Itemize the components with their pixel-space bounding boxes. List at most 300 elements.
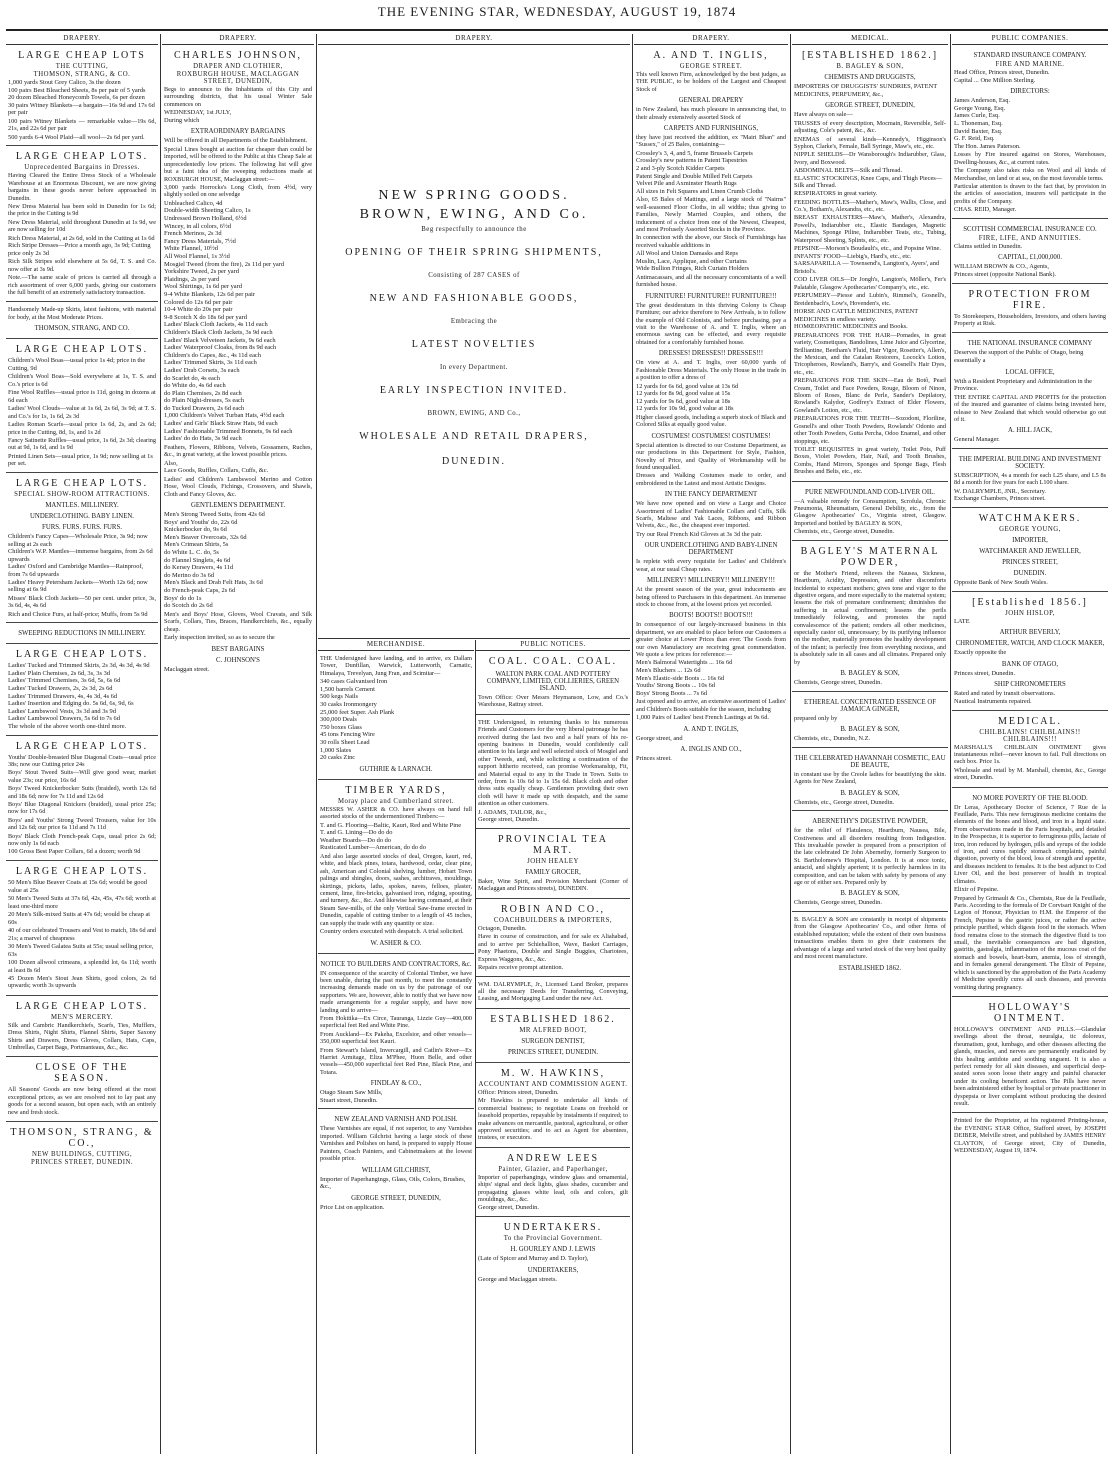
ad-line: C. JOHNSON'S [216, 656, 260, 664]
ad-line: LOCAL OFFICE, [1005, 368, 1055, 376]
ad-line: Printed for the Proprietor, at his registered Printing-house, the EVENING STAR Office, Stafford street, by JOSEPH DEIBER, Melville street, and published by JAMES HENRY CLAYTON, of George street, City of Dunedin, WEDNESDAY, August 19, 1874. [954, 1117, 1106, 1154]
ad-line: A. INGLIS AND CO., [680, 746, 742, 754]
ad-line: HORSE AND CATTLE MEDICINES, PATENT MEDICINES in endless variety. [794, 308, 919, 323]
ad-line: Baker, Wine Spirit, and Provision Merchant (Corner of Maclaggan and Princes streets), DUNEDIN. [478, 877, 628, 893]
ad-line: A. HILL JACK, [1008, 427, 1052, 435]
ad-line: PREPARATIONS FOR THE SKIN—Eau de Botô, Pearl Cream, Toilet and Face Powders, Rouge, Bloom of Ninon, Bloom of Roses, Blanc de Perle, Sander's Depilatory, Rowland's Kalydor, Godfrey's Extract of Elder Flowers, Gowland's Lotion, etc., etc. [794, 377, 946, 414]
ad-line: BOOTS! BOOTS!! BOOTS!!! [669, 612, 753, 620]
ad-line: Importer of paperhangings, window glass and ornamental, ships' signal and deck lights, glass shades, cucumber and propagating glasses white lead, oils and colors, gilt mouldings, &c., &c. [478, 1173, 628, 1203]
ad-line: Double-width Sheeting Calico, 1s [164, 207, 251, 215]
ad-title: ABERNETHY'S DIGESTIVE POWDER, [812, 818, 928, 826]
ad-line: These Varnishes are equal, if not superior, to any Varnishes imported. William Gilchrist having a large stock of these Varnishes and Polishes on hand, is prepared to supply House Painters, Coach Painters, and Cabinetmakers at the lowest possible price. [320, 1125, 472, 1163]
ad-line: George street, Dunedin. [478, 816, 539, 824]
ad-line: BEST BARGAINS [211, 645, 265, 653]
advertisement [792, 692, 948, 748]
ad-line: WALTON PARK COAL AND POTTERY COMPANY, LIMITED, COLLIERIES, GREEN ISLAND. [486, 671, 620, 692]
ad-title: WATCHMAKERS. [978, 512, 1082, 524]
ad-line: Just opened and to arrive, an extensive assortment of Ladies' and Children's Boots suitable for the season, including [636, 698, 786, 713]
ad-subtitle: SPECIAL SHOW-ROOM ATTRACTIONS. [14, 491, 150, 499]
ad-line: IN THE FANCY DEPARTMENT [664, 491, 758, 499]
ad-line: Also, [164, 459, 178, 467]
ad-line: PERFUMERY—Piesse and Lubin's, Rimmel's, Gosnell's, Breidenbach's, Low's, Hovenden's, etc. [794, 292, 946, 307]
ad-line: Chemists, etc., George street, Dunedin. [794, 798, 895, 806]
ad-line: Patent Single and Double Milled Felt Carpets [636, 172, 753, 180]
ad-line: New Dress Material has been sold in Dunedin for 1s 6d; the price in the Cutting is 9d [8, 203, 156, 218]
ad-line: CHAS. REID, Manager. [954, 206, 1017, 214]
ad-line: Special Lines bought at auction far cheaper than could be imported, will be offered to the Public at this Cheap Sale at unprecedentedly low prices. The following list will give but a faint idea of the sweeping reductions made at ROXBURGH HOUSE, Maclaggan street:— [164, 146, 312, 183]
ad-line: Youths' Double-breasted Blue Diagonal Coats—usual price 38s; now our Cutting price 24s [8, 753, 156, 768]
advertisement [792, 541, 948, 692]
ad-line: H. GOURLEY AND J. LEWIS [510, 1245, 596, 1253]
ad-line: Ladies' Tucked Drawers, 2s, 2s 3d, 2s 6d [8, 685, 113, 692]
ad-title: COAL. COAL. COAL. [488, 656, 618, 667]
advertisement [792, 482, 948, 541]
ad-line: GENTLEMEN'S DEPARTMENT. [190, 502, 286, 510]
ad-line: Ladies' Waterproof Cloaks, from 8s 9d each [164, 344, 277, 352]
ad-line: 100 Gross Best Paper Collars, 6d a dozen; worth 9d [8, 848, 141, 856]
ad-line: Ladies' do do Hats, 3s 9d each [164, 435, 242, 443]
ad-line: 12 yards for 10s 9d, good value at 18s [636, 405, 734, 413]
ad-line: Men's Elastic-side Boots ... 16s 6d [636, 674, 725, 682]
ad-line: 10-4 White do 20s per pair [164, 306, 233, 314]
ad-line: During which [164, 116, 200, 124]
ad-line: Ladies' Lambswool Vests, 3s 3d and 3s 9d [8, 707, 116, 715]
ad-title: NEW SPRING GOODS. [378, 188, 570, 203]
ad-subtitle: FIRE AND MARINE. [995, 61, 1065, 68]
ad-line: W. ASHER & CO. [370, 939, 422, 947]
ad-line: Opposite Bank of New South Wales. [954, 578, 1048, 586]
advertisement [318, 780, 474, 954]
ad-line: do White do, 4s 6d each [164, 382, 226, 390]
ad-line: Ladies Roman Scarfs—usual price 1s 6d, 2s, and 2s 6d; price in the Cutting, 8d, 1s, and 1s 2d [8, 421, 156, 436]
ad-subtitle: MR ALFRED BOOT, [519, 1026, 587, 1034]
ad-line: 12 yards for 8s 9d, good value at 15s [636, 390, 731, 398]
ad-line: Exactly opposite the [954, 649, 1007, 657]
column-header: PUBLIC COMPANIES. [952, 34, 1108, 45]
ad-line: PREPARATIONS FOR THE TEETH—Sozodont, Floriline, Gosnell's and other Tooth Powders, Rowlands' Odonto and other Tooth Powders, Gutta Percha, Odoo Enamel, and other stoppings, etc. [794, 415, 946, 445]
ad-line: Children's W.P. Mantles—immense bargains, from 2s 6d upwards [8, 548, 153, 563]
ad-title: PROTECTION FROM FIRE. [968, 288, 1092, 311]
column-2 [162, 34, 314, 1454]
ad-line: HOMŒOPATHIC MEDICINES and Books. [794, 323, 908, 331]
ad-line: do Plain Night-dresses, 5s each [164, 397, 245, 405]
advertisement [476, 1148, 630, 1217]
ad-line: 9-8 Scotch X do 18s 6d per yard [164, 313, 247, 321]
ad-line: Men's Bluchers ... 12s 6d [636, 667, 701, 674]
column-6 [634, 34, 788, 1454]
advertisement [952, 449, 1108, 508]
ad-line: GENERAL DRAPERY [678, 97, 744, 105]
ad-firm: ROXBURGH HOUSE, MACLAGGAN STREET, DUNEDIN, [176, 71, 300, 85]
advertisement [476, 829, 630, 899]
ad-line: Children's Black Cloth Jackets, 3s 9d each [164, 328, 273, 336]
ad-subtitle: CHILBLAINS! CHILBLAINS!! CHILBLAINS!!! [979, 728, 1081, 743]
ad-line: THE Undersigned, in returning thanks to his numerous Friends and Customers for the very liberal patronage he has received during the last two and a half years of his re-opening business in Dunedin, would confidently call attention to his large and well selected stock of Mosgiel and other Tweeds, and, while soliciting a continuation of the support hitherto received, can promise Workmanship, Fit, and Material equal to any in the Trade in Town. Suits to order, from 1s 10s 6d to 1s 15s 6d. Black cloth and other dress suits equally cheap. Gentlemen providing their own cloth will have it made up with despatch, and the same attention as other customers. [478, 718, 628, 808]
advertisement [6, 1057, 158, 1122]
ad-line: Special attention is directed to our Costume Department, as our productions in this Department for Style, Fashion, Novelty of Price, and Quality of Workmanship will be found unequalled. [636, 441, 786, 471]
ad-line: WILLIAM BROWN & CO., Agents, [954, 263, 1049, 271]
ad-line: Dr Leras, Apothecary Doctor of Science, 7 Rue de la Feuillade, Paris. This new ferruginous medicine contains the elements of the bones and blood, and iron in a liquid state. From observations made in the Paris hospitals, and detailed in the Prospectus, it is superior to ferruginous pills, lactate of iron, iron reduced by hydrogen, pills and syrups of the iodide of iron, and cures rapidly stomach complaints, painful digestion, poverty of the blood, loss of strength and appetite, and diseases incident to females. It is the best adjunct to Cod Liver Oil, and the best preserver of health in tropical climates. [954, 803, 1106, 885]
ad-line: Ladies' Black Cloth Jackets, 4s 11d each [164, 321, 268, 329]
ad-line: The Company also takes risks on Wool and all kinds of Merchandise, on land or at sea, on the most favorable terms. [954, 167, 1106, 182]
ad-line: Repairs receive prompt attention. [478, 963, 564, 971]
ad-line: do White L. C. do, 5s [164, 549, 219, 557]
ad-line: Rich and Choice Furs, at half-price; Muffs, from 5s 9d [8, 610, 148, 618]
ad-line: Undressed Brown Holland, 6½d [164, 215, 247, 223]
ad-title: PURE NEWFOUNDLAND COD-LIVER OIL. [805, 488, 935, 496]
advertisement [952, 284, 1108, 334]
advertisement [476, 899, 630, 977]
advertisement [952, 333, 1108, 449]
ad-line: Dresses and Walking Costumes made to order, and embroidered in the Latest and most Artistic Designs. [636, 472, 786, 487]
ad-line: From Hokitika—Ex Circe, Tauranga, Lizzie Guy—400,000 superficial feet Red and White Pine. [320, 1015, 472, 1030]
advertisement [792, 912, 948, 977]
ad-line: Ladies' Trimmed Skirts, 3s 11d each [164, 359, 257, 367]
ad-line: CHRONOMETER, WATCH, AND CLOCK MAKER, [955, 640, 1105, 648]
ad-line: WATCHMAKER AND JEWELLER, [979, 547, 1081, 555]
ad-line: Deserves the support of the Public of Otago, being essentially a [954, 349, 1084, 364]
ad-line: Crossley's 3, 4, and 5, frame Brussels Carpets [636, 149, 753, 157]
ad-line: 45 Dozen Men's Stout Jean Shirts, good colors, 2s 6d upwards; worth 3s upwards [8, 975, 156, 990]
ad-line: THE ENTIRE CAPITAL AND PROFITS for the protection of the insured and guarantee of claims being invested here, release to New Zealand that which would otherwise go out of it. [954, 393, 1106, 423]
ad-line: THE Undersigned have landing, and to arrive, ex Dallam Tower, Dunfillan, Warwick, Lutterworth, Carnatic, Himalaya, Trevelyan, Jung Fran, and Scimitar— [320, 655, 472, 677]
ad-title: A. AND T. INGLIS, [653, 50, 769, 61]
ad-line: BROWN, EWING, AND Co., [427, 410, 521, 417]
column-rule [160, 34, 161, 1454]
ad-line: 1,000 Pairs of Ladies' best French Lastings at 9s 6d. [636, 714, 770, 722]
ad-line: 1,000 yards Stout Grey Calico, 3s the dozen [8, 79, 121, 86]
ad-line: Ladies' Drab Corsets, 3s each [164, 366, 240, 374]
ad-title: [Established 1856.] [972, 596, 1088, 608]
ad-title: ESTABLISHED 1862. [490, 1013, 616, 1025]
ad-line: Ladies' Trimmed Drawers, 4s, 4s 3d, 4s 6d [8, 692, 118, 700]
ad-subtitle: DRAPER AND CLOTHIER, [193, 63, 283, 70]
ad-line: do Merino do 3s 6d [164, 571, 215, 579]
ad-line: At the present season of the year, great inducements are being offered to Purchasers in this department. An immense stock to choose from, at the lowest prices yet recorded. [636, 586, 786, 608]
ad-line: 1,000 Children's Velvet Turban Hats, 4½d each [164, 412, 285, 420]
ad-line: 25,000 feet Super. Ash Plank [320, 708, 395, 716]
ad-line: in constant use by the Creole ladies for beautifying the skin. Agents for New Zealand, [794, 770, 946, 786]
ad-line: Muslin, Lace, Applique, and other Curtains [636, 257, 747, 265]
ad-line: Wool Shirtings, 1s 6d per yard [164, 283, 242, 291]
ad-line: Elixir of Pepsine. [954, 886, 999, 894]
ad-line: Colored do 12s 6d per pair [164, 298, 233, 306]
ad-line: W. DALRYMPLE, JNR., Secretary. [954, 487, 1047, 495]
ad-line: Men's Beaver Overcoats, 32s 6d [164, 533, 247, 541]
advertisement [6, 146, 158, 302]
ad-line: CAPITAL, £1,000,000. [998, 254, 1062, 262]
ad-line: 300,000 Deals [320, 716, 357, 724]
ad-line: (Late of Spicer and Murray and D. Taylor), [478, 1254, 589, 1262]
ad-line: GEORGE STREET, DUNEDIN, [825, 102, 915, 110]
ad-line: Boys' Stout Tweed Suits—Will give good wear, market value 23s; our price, 16s 6d [8, 769, 156, 784]
ad-line: RESPIRATORS in great variety. [794, 190, 878, 197]
ad-title: MEDICAL. [997, 715, 1063, 727]
ad-line: The whole of the above worth one-third more. [8, 722, 127, 730]
ad-line: WEDNESDAY, 1st JULY, [164, 109, 232, 117]
ad-line: do Kersey Drawers, 4s 11d [164, 564, 234, 572]
advertisement [6, 644, 158, 735]
ad-line: THOMSON, STRANG, AND CO. [34, 325, 130, 333]
ad-line: Children's Fancy Capes—Wholesale Price, 3s 9d; now selling at 2s each [8, 533, 148, 548]
ad-line: White Flannel, 10½d [164, 245, 218, 253]
ad-line: Children's Wool Boas—usual price 1s 4d; price in the Cutting, 9d [8, 357, 146, 372]
ad-line: Lace Goods, Ruffles, Collars, Cuffs, &c. [164, 467, 269, 475]
column-rule [950, 34, 951, 1454]
advertisement [792, 45, 948, 482]
ad-line: Particular attention is drawn to the fact that, by provision in the articles of association, insurers will participate in the profits of the Company. [954, 182, 1106, 205]
advertisement [952, 997, 1108, 1113]
ad-title: LARGE CHEAP LOTS. [15, 649, 149, 661]
ad-title: ROBIN AND CO., [500, 903, 606, 915]
ad-title: LARGE CHEAP LOTS [18, 50, 146, 61]
ad-line: Have in course of construction, and for sale ex Aliahabad, and to arrive per Schiehallion, Wave, Basket Carriages, Pony Phaetons, Double and Single Buggies, Chariotees, Express Waggons, &c., &c. [478, 933, 628, 963]
ad-line: Ladies' Fashionable Trimmed Bonnets, 9s 6d each [164, 427, 293, 435]
ad-line: INFANTS' FOOD—Liebig's, Hard's, etc., etc. [794, 252, 912, 260]
ad-line: B. BAGLEY & SON, [840, 789, 900, 797]
ad-line: do Flannel Singlets, 4s 6d [164, 556, 231, 564]
column-header: DRAPERY. [318, 34, 630, 45]
ad-line: Chemists, George street, Dunedin. [794, 679, 882, 687]
ad-line: Silk and Cambric Handkerchiefs, Scarfs, Ties, Mufflers, Dress Shirts, Night Shirts, Flannel Shirts, Super Saxony Shirts and Drawers, Dress Gloves, Collars, Hats, Caps, Umbrellas, Carpet Bags, Portmanteaus, &c., &c. [8, 1021, 156, 1052]
ad-line: Rated and rated by transit observations. [954, 690, 1056, 698]
ad-line: MESSRS W. ASHER & CO. have always on hand full assorted stocks of the undermentioned Timbers:— [320, 805, 472, 821]
ad-line: Velvet Pile and Axminster Hearth Rugs [636, 180, 737, 188]
ad-line: PRINCES STREET, DUNEDIN. [507, 1048, 599, 1056]
ad-line: TRUSSES of every description, Mocmain, Reversible, Self-adjusting, Cole's patent, &c., &c. [794, 119, 946, 135]
ad-line: The Hon. James Paterson. [954, 142, 1021, 150]
ad-line: GEORGE STREET, DUNEDIN, [351, 1194, 441, 1202]
ad-line: 50 Men's Tweed Suits at 37s 6d, 42s, 45s, 47s 6d; worth at least one-third more [8, 895, 156, 910]
ad-line: James Anderson, Esq. [954, 97, 1011, 105]
ad-line: Ladies' and Children's Lambswool Merino and Cotton Hose, Wool Clouds, Fichings, Crossovers, and Shawls, Cloth and Fancy Gloves, &c. [164, 475, 312, 498]
ad-line: prepared only by [794, 714, 838, 722]
ad-line: OPENING OF THEIR SPRING SHIPMENTS, [345, 247, 603, 258]
ad-line: BANK OF OTAGO, [1001, 660, 1059, 668]
advertisement [792, 811, 948, 912]
ad-title: THE IMPERIAL BUILDING AND INVESTMENT SOCIETY. [958, 455, 1102, 470]
ad-line: FURS. FURS. FURS. FURS. [42, 524, 122, 532]
ad-line: Fancy Dress Materials, 7½d [164, 237, 236, 245]
ad-line: Wincey, in all colors, 6½d [164, 222, 231, 230]
ad-line: Men's Black and Drab Felt Hats, 3s 6d [164, 579, 263, 587]
ad-line: HOLLOWAY'S OINTMENT AND PILLS.—Glandular swellings about the throat, neuralgia, tic doloreux, rheumatism, gout, lumbago, and other diseases affecting the glands, muscles, and nerves are permanently eradicated by this healing antidote and soothing unguent. It is also a perfect remedy for all skin diseases, and superficial deep-seated sores soon loose their angry and painful character under its cooling beneficent action. The Pills have never been administered either by hospital or private practitioner in dyspepsia or liver complaint without producing the desired result. [954, 1025, 1106, 1107]
ad-title: TIMBER YARDS, [345, 784, 447, 796]
ad-line: Boys' Tweed Knickerbocker Suits (braided), worth 12s 6d and 18s 6d; now for 7s 11d and 12s 6d [8, 785, 156, 800]
ad-line: From Auckland—Ex Pakeha, Excelsior, and other vessels—350,000 superficial feet Kauri. [320, 1030, 472, 1046]
ad-title: PROVINCIAL TEA MART. [498, 833, 608, 856]
column-4 [318, 640, 474, 1454]
ad-line: B. BAGLEY & SON, [840, 890, 900, 898]
ad-line: Claims settled in Dunedin. [954, 242, 1023, 250]
ad-line: Boys' and Youths' do, 22s 6d [164, 518, 238, 526]
advertisement [6, 996, 158, 1058]
ad-line: Ladies' Trimmed Chemises, 3s 6d, 5s, 6s 6d [8, 677, 121, 685]
ad-line: FURNITURE! FURNITURE!! FURNITURE!!! [645, 292, 777, 300]
ad-line: 30 pairs Witney Blankets—a bargain—16s 9d and 17s 6d per pair [8, 101, 155, 117]
ad-line: Higher classed goods, including a superb stock of Black and Colored Silks at equally good value. [636, 413, 786, 429]
advertisement [952, 711, 1108, 788]
ad-line: WM. DALRYMPLE, Jr., Licensed Land Broker, prepares all the necessary Deeds for Transferring, Conveying, Leasing, and Mortgaging Land under the new Act. [478, 980, 628, 1003]
advertisement [6, 623, 158, 644]
ad-line: Antimacassars, and all the necessary concomitants of a well furnished house. [636, 274, 786, 289]
ad-title: STANDARD INSURANCE COMPANY. [973, 52, 1087, 59]
column-header: DRAPERY. [634, 34, 788, 45]
ad-line: IMPORTER, [1012, 536, 1048, 544]
ad-line: 30 casks Ironmongery [320, 701, 377, 708]
ad-subtitle: GEORGE STREET. [679, 63, 743, 70]
ad-title: THOMSON, STRANG, & CO., [10, 1127, 154, 1150]
ad-line: DUNEDIN. [1013, 569, 1047, 577]
ad-line: With a Resident Proprietary and Administration in the Province. [954, 377, 1093, 393]
advertisement [952, 788, 1108, 997]
ad-line: MILLINERY! MILLINERY!! MILLINERY!!! [647, 577, 775, 585]
ad-line: Also, 65 Bales of Mattings, and a large stock of "Nairns" well-seasoned Floor Cloths, in all widths; thus giving to Families, Newly Married Couples, and others, the inducement of a choice from one of the Newest, Cheapest, and most Profusely Assorted Stocks in the Province. [636, 196, 786, 234]
column-rule [316, 34, 317, 1454]
ad-line: CHEMISTS AND DRUGGISTS, [824, 74, 916, 81]
ad-line: Wholesale and retail by M. Marshall, chemist, &c., George street, Dunedin. [954, 766, 1106, 782]
advertisement [318, 651, 474, 780]
ad-line: Men's Strong Tweed Suits, from 42s 6d [164, 511, 265, 519]
column-header: DRAPERY. [6, 34, 158, 45]
ad-line: New Dress Material, sold throughout Dunedin at 1s 9d, we are now selling for 10d [8, 218, 156, 234]
ad-subtitle: B. BAGLEY & SON, [836, 63, 904, 70]
ad-line: 100 pairs Witney Blankets — remarkable value—19s 6d, 21s, and 22s 6d per pair [8, 117, 156, 133]
column-8 [952, 34, 1108, 1454]
ad-line: UNDERCLOTHING. BABY LINEN. [30, 513, 134, 521]
ad-line: Octagon, Dunedin. [478, 924, 527, 932]
ad-title: THE NATIONAL INSURANCE COMPANY [967, 340, 1093, 348]
advertisement [952, 1113, 1108, 1159]
ad-line: On view at A. and T. Inglis, over 60,000 yards of Fashionable Dress Materials. The only House in the trade in a position to offer a dress of [636, 359, 786, 382]
ad-line: Country orders executed with despatch. A trial solicited. [320, 928, 464, 935]
ad-line: FAMILY GROCER, [525, 868, 581, 876]
ad-line: And also large assorted stocks of deal, Oregon, kauri, red, white, and black pines, totara, hardwood, cedar, clear pine, ash, American and Colonial shelving, lumber, Hobart Town palings and shingles, doors, sashes, architraves, mouldings, skirtings, pickets, laths, spokes, naves, felloes, plaster, cement, lime, fire-bricks, galvanised iron, ridging, spouting, and turnery, &c., &c. And likewise having command, at their Steam Saw-mills, of the only Vertical Saw-frame erected in Dunedin, capable of cutting timber to a length of 45 inches, can supply the trade with any quantity or size. [320, 852, 472, 927]
ad-line: Importer of Paperhangings, Glass, Oils, Colors, Brushes, &c., [320, 1175, 466, 1191]
advertisement [6, 861, 158, 996]
advertisement [476, 977, 630, 1009]
ad-line: COSTUMES! COSTUMES! COSTUMES! [651, 432, 771, 440]
ad-line: 45 tons Fencing Wire [320, 731, 375, 739]
ad-line: DRESSES! DRESSES!! DRESSES!!! [658, 350, 764, 358]
ad-line: Office: Princes street, Dunedin. [478, 1088, 559, 1096]
ad-line: Head Office, Princes street, Dunedin. [954, 69, 1050, 76]
ad-line: Ladies' Plain Chemises, 2s 6d, 3s, 3s 3d [8, 669, 110, 677]
ad-firm: THOMSON, STRANG, & CO. [33, 71, 131, 78]
ad-line: Weather Boards—Do do do [320, 836, 392, 844]
ad-title: SWEEPING REDUCTIONS IN MILLINERY. [18, 630, 146, 638]
ad-line: Chemists, etc., George street, Dunedin. [794, 528, 895, 536]
ad-subtitle: BROWN, EWING, AND Co. [359, 207, 589, 222]
ad-line: Rusticated Lumber—American, do do do [320, 844, 426, 852]
ad-line: Printed Linen Sets—usual price, 1s 9d; now selling at 1s per set. [8, 452, 153, 468]
ad-title: M. W. HAWKINS, [500, 1067, 606, 1079]
ad-title: NOTICE TO BUILDERS AND CONTRACTORS, &c. [320, 960, 472, 968]
advertisement [792, 748, 948, 811]
ad-line: Ladies' Insertion and Edging do. 5s 6d, 6s, 9d, 6s [8, 700, 134, 708]
ad-line: B. BAGLEY & SON, [840, 670, 900, 678]
ad-line: Youths' Strong Boots ... 10s 6d [636, 682, 715, 690]
ad-line: NEW AND FASHIONABLE GOODS, [369, 293, 579, 304]
ad-subtitle: GEORGE YOUNG, [999, 525, 1061, 533]
ad-line: Unbleached Calico, 4d [164, 199, 223, 207]
ad-line: Misses' Black Cloth Jackets—50 per cent. under price, 3s, 3s 6d, 4s, 4s 6d [8, 594, 156, 610]
ad-title: SCOTTISH COMMERCIAL INSURANCE CO. [963, 225, 1097, 233]
ad-line: 20 Men's Silk-mixed Suits at 47s 6d; would be cheap at 60s [8, 911, 151, 926]
ad-subtitle: To the Provincial Government. [503, 1234, 603, 1242]
ad-title: ANDREW LEES [506, 1152, 600, 1164]
advertisement [6, 473, 158, 623]
ad-line: Price List on application. [320, 1203, 385, 1211]
column-rule [632, 34, 633, 1454]
advertisement [6, 45, 158, 146]
ad-title: UNDERTAKERS. [503, 1221, 603, 1233]
ad-line: Feathers, Flowers, Ribbons, Velvets, Gossamers, Ruches, &c., in great variety, at the lowest possible prices. [164, 443, 312, 459]
ad-line: Embracing the [450, 318, 498, 325]
ad-line: General Manager. [954, 436, 1000, 444]
ad-line: G. F. Reid, Esq. [954, 135, 995, 143]
ad-line: 12 yards for 9s 6d, good value at 18s [636, 397, 731, 405]
ad-line: Fine Wool Ruffles—usual price is 11d, going in dozens at 6d each [8, 389, 156, 404]
ad-line: James Curle, Esq. [954, 112, 1000, 120]
advertisement [476, 651, 630, 715]
ad-line: CARPETS AND FURNISHINGS, [663, 125, 759, 133]
ad-subtitle: JOHN HEALEY [527, 857, 579, 865]
ad-line: Try our Real French Kid Gloves at 3s 3d the pair. [636, 530, 763, 538]
ad-line: Boys' Strong Boots ... 7s 6d [636, 689, 708, 697]
ad-line: MANTLES. MILLINERY. [45, 502, 119, 510]
ad-line: George street, and [636, 734, 683, 742]
ad-line: 340 cases Galvanised Iron [320, 678, 388, 686]
ad-line: Otago Steam Saw Mills, [320, 1089, 383, 1097]
ad-line: Nautical Instruments repaired. [954, 697, 1032, 705]
ad-line: SUBSCRIPTION, 4s a month for each L25 share, and L5 8s 8d a month for five years for each L100 share. [954, 471, 1106, 487]
ad-line: SARSAPARILLA — Townsend's, Langton's, Ayers', and Bristol's. [794, 260, 940, 275]
ad-line: Early inspection invited, so as to secure the [164, 634, 275, 641]
ad-line: Consisting of 287 CASES of [428, 272, 520, 279]
column-header: DRAPERY. [162, 34, 314, 45]
ad-line: Fancy Satinette Ruffles—usual price, 1s 6d, 2s 3d; clearing out at 9d, 1s 6d, and 1s 9d [8, 437, 156, 452]
ad-line: Princes street. [636, 755, 672, 763]
column-5 [476, 640, 630, 1454]
ad-line: SURGEON DENTIST, [521, 1037, 585, 1045]
ad-line: We have now opened and on view a Large and Choice Assortment of Ladies' Fashionable Collars and Cuffs, Silk Scarfs, Maltese and Yak Laces, Ribbons, and Ribbon Velvets, &c., &c., the cheapest ever imported. [636, 500, 786, 530]
ad-line: George street, Dunedin. [478, 1204, 539, 1212]
ad-line: J. ADAMS, TAILOR, &c., [478, 808, 547, 816]
ad-line: 100 Dozen allwool crimeans, a splendid lot, 6s 11d; worth at least 8s 6d [8, 959, 156, 974]
advertisement [6, 736, 158, 861]
ad-line: T. and G. Flooring—Baltic, Kauri, Red and White Pine [320, 821, 462, 829]
ad-line: Crossley's new patterns in Patent Tapestries [636, 157, 748, 165]
ad-line: All Wool and Union Damasks and Reps [636, 250, 738, 258]
ad-line: Ladies' Heavy Petersham Jackets—Worth 12s 6d; now selling at 6s 9d [8, 578, 148, 594]
masthead-rule [6, 29, 1108, 31]
advertisement [6, 339, 158, 473]
ad-line: IMPORTERS OF DRUGGISTS' SUNDRIES, PATENT MEDICINES, PERFUMERY, &c., [794, 83, 937, 98]
ad-line: 20 casks Zinc [320, 754, 356, 762]
ad-line: Knickerbocker do, 9s 6d [164, 526, 227, 534]
ad-line: T. and G. Lining—Do do do [320, 829, 393, 837]
ad-line: Plaidings, 2s per yard [164, 275, 220, 283]
ad-line: DUNEDIN. [441, 456, 507, 467]
ad-subtitle: COACHBUILDERS & IMPORTERS, [493, 916, 613, 924]
ad-line: Is replete with every requisite for Ladies' and Children's wear, at our usual Cheap rates. [636, 558, 786, 573]
ad-firm: PRINCES STREET, DUNEDIN. [30, 1159, 134, 1167]
ad-line: UNDERTAKERS, [527, 1266, 579, 1274]
advertisement [318, 45, 630, 485]
ad-title: NO MORE POVERTY OF THE BLOOD. [972, 794, 1088, 802]
ad-line: PREPARATIONS FOR THE HAIR—Pomades, in great variety, Cosmetiques, Bandolines, Lime Juice and Glycerine, Brilliantine, Beetham's Fluid, Hair Vigor, Rosetter's, Allen's, the Mexican, and the Catalan Restorers, Locock's Lotion, Tricopheroes, Rowland's, Barry's, and Gosnell's Hair Dyes, etc., etc. [794, 331, 946, 376]
